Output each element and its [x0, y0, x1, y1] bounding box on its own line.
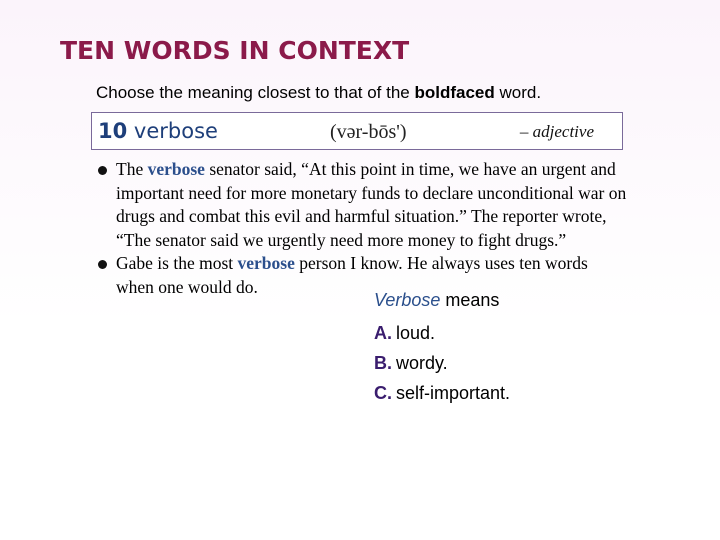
example-item	[98, 252, 628, 299]
example-text-after: person I know. He always uses ten words when one would do.	[116, 253, 588, 297]
answer-options	[374, 318, 510, 408]
page-title: TEN WORDS IN CONTEXT	[60, 36, 410, 65]
example-item	[98, 158, 628, 252]
example-highlight: verbose	[147, 159, 205, 179]
question-word: Verbose	[374, 290, 441, 310]
option-text: loud.	[396, 323, 436, 343]
option-text: self-important.	[396, 383, 511, 403]
example-text-before: The	[116, 159, 148, 179]
vocab-word-box	[91, 112, 623, 150]
option-letter: A.	[374, 323, 392, 343]
question-prompt	[374, 290, 499, 311]
option-letter: C.	[374, 383, 392, 403]
bullet-icon	[98, 260, 107, 269]
example-text-after: senator said, “At this point in time, we have an urgent and important need for more monetary funds to declare unconditional war on drugs and combat this evil and harmful situation.” The reporter wrote, “The senator said we urgently need more money to fight drugs.”	[116, 159, 627, 250]
word-text: verbose	[133, 119, 218, 143]
example-list	[98, 158, 628, 299]
option-letter: B.	[374, 353, 392, 373]
option-b[interactable]	[374, 348, 510, 378]
example-highlight: verbose	[237, 253, 295, 273]
instruction-after: word.	[494, 83, 542, 102]
instruction-bold: boldfaced	[414, 83, 495, 102]
option-c[interactable]	[374, 378, 510, 408]
word-part-of-speech: – adjective	[519, 122, 594, 141]
word-number: 10	[98, 119, 128, 143]
option-a[interactable]	[374, 318, 510, 348]
word-pronunciation: (vər-bōs')	[330, 121, 407, 143]
option-text: wordy.	[396, 353, 448, 373]
instruction-text	[96, 83, 541, 103]
word-heading	[98, 119, 218, 143]
example-text-before: Gabe is the most	[116, 253, 238, 273]
bullet-icon	[98, 166, 107, 175]
instruction-before: Choose the meaning closest to that of the	[96, 83, 415, 102]
question-text: means	[440, 290, 500, 310]
